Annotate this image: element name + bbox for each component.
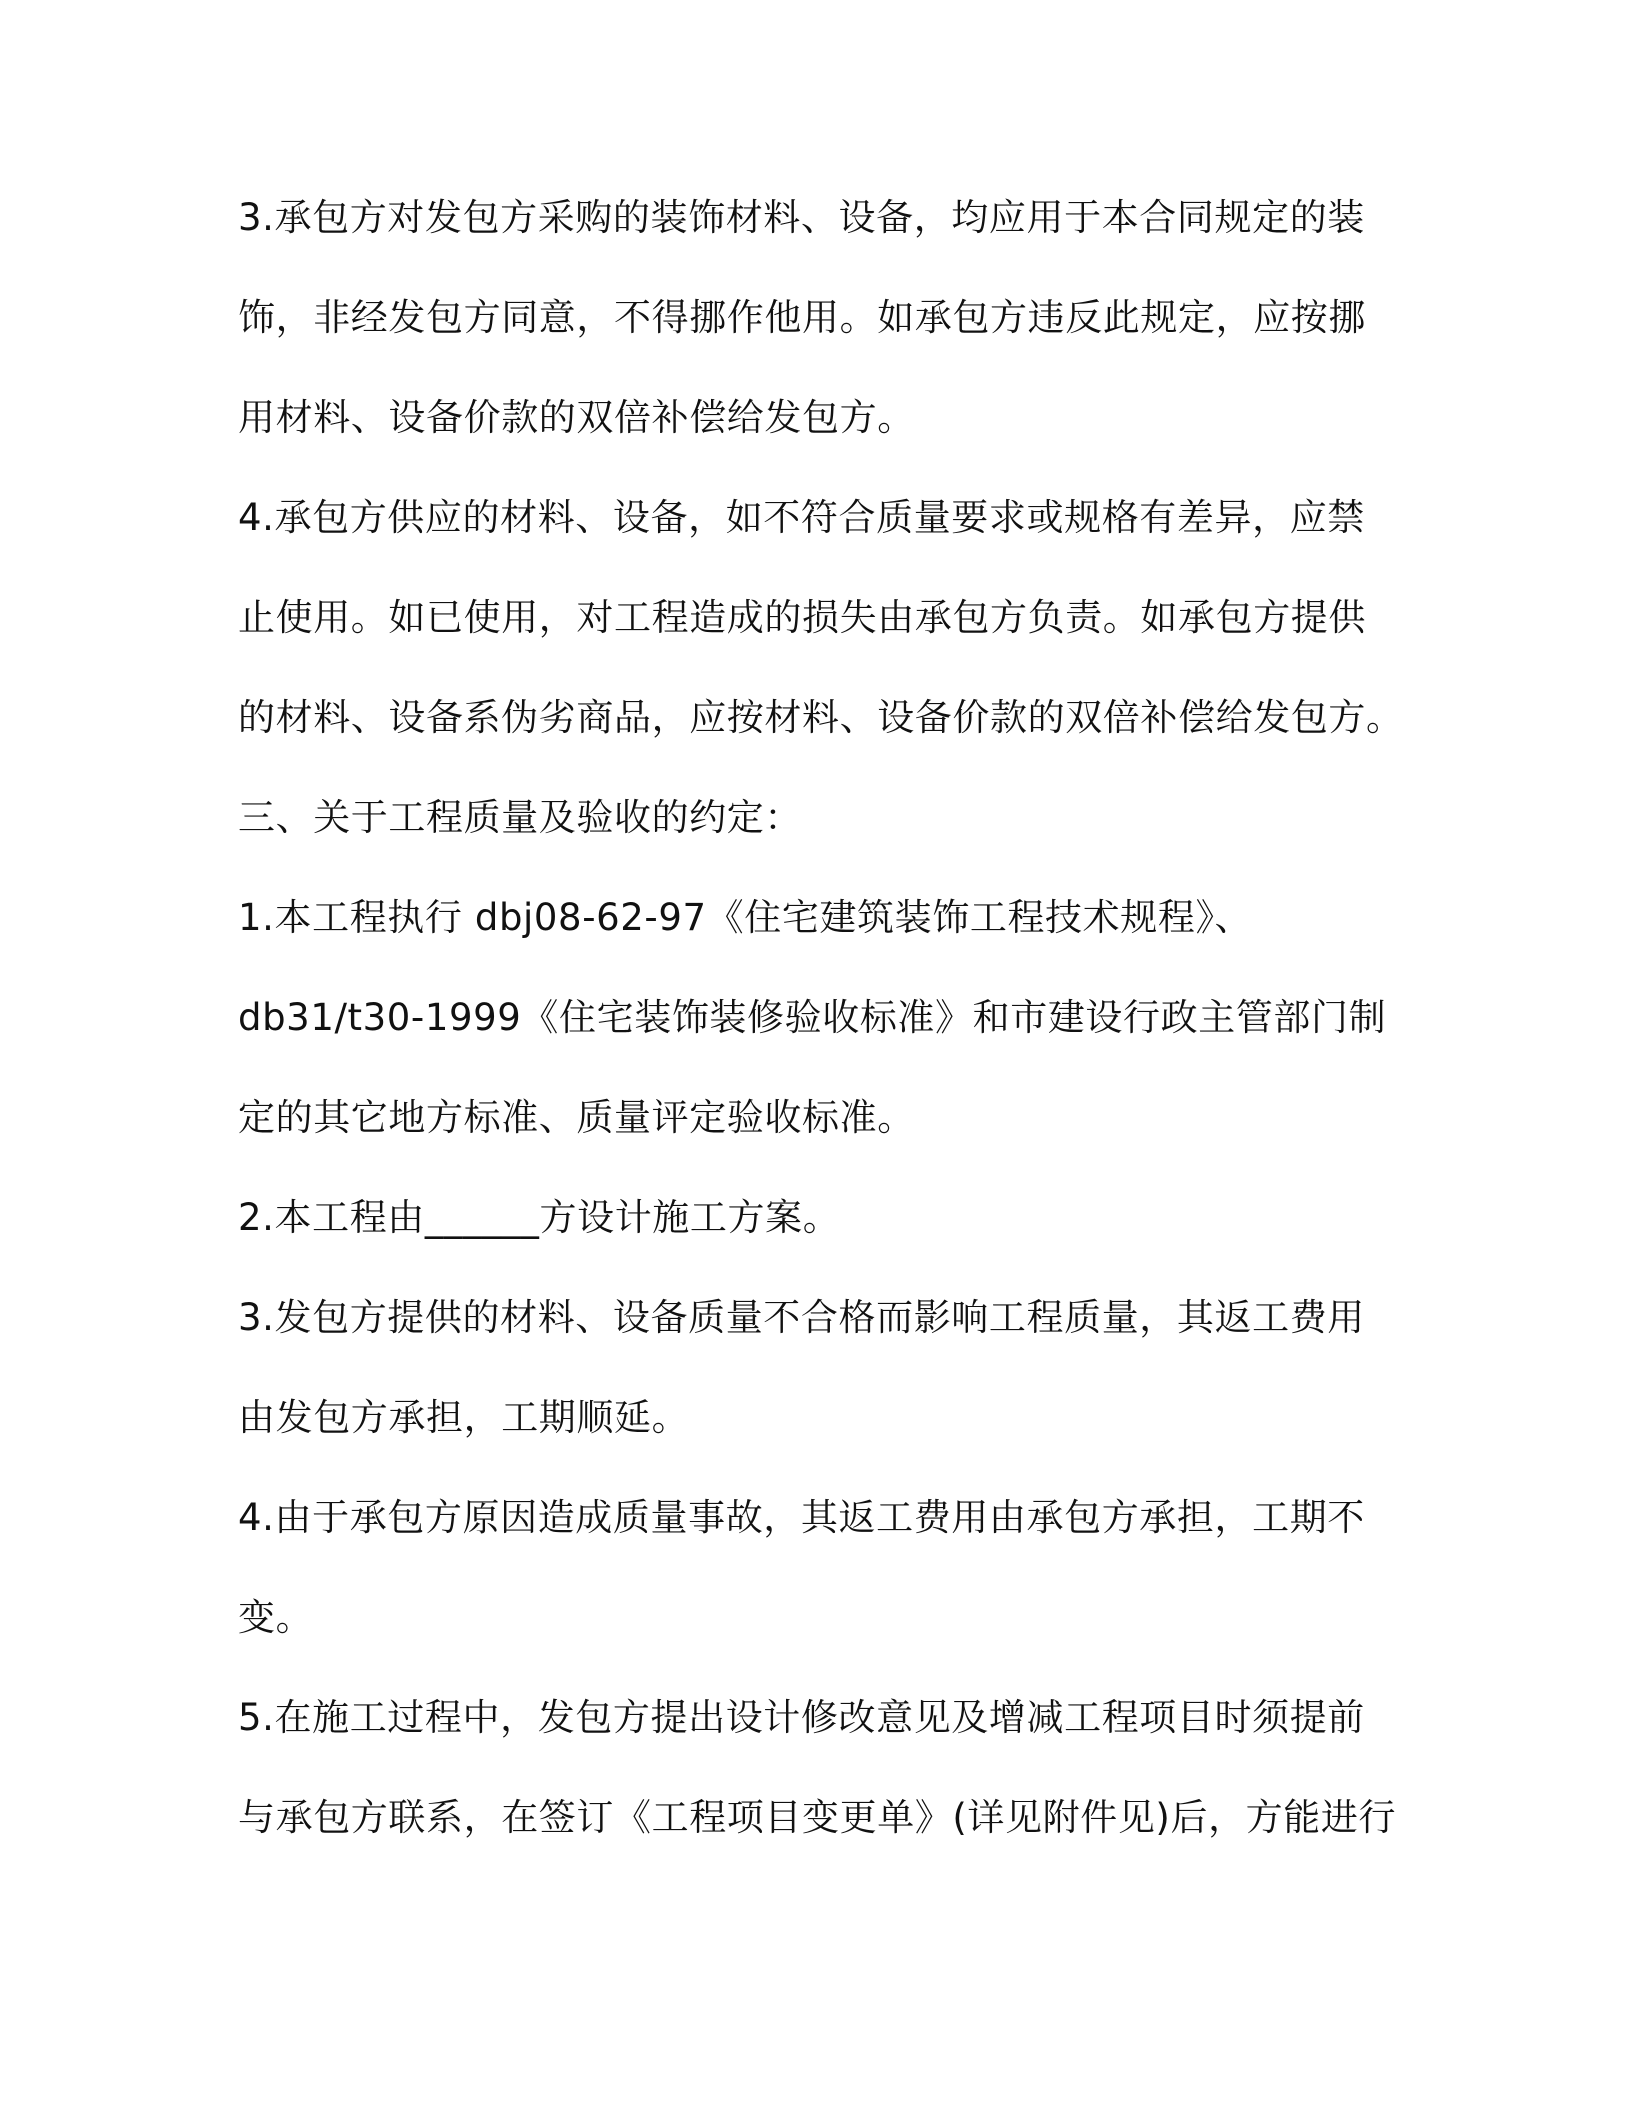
text-line: 饰，非经发包方同意，不得挪作他用。如承包方违反此规定，应按挪 xyxy=(238,296,1366,339)
text-line: 3.承包方对发包方采购的装饰材料、设备，均应用于本合同规定的装 xyxy=(238,196,1365,239)
text-line: 2.本工程由______方设计施工方案。 xyxy=(238,1196,841,1239)
text-line: 变。 xyxy=(238,1596,314,1639)
text-line: 定的其它地方标准、质量评定验收标准。 xyxy=(238,1096,915,1139)
text-line: 用材料、设备价款的双倍补偿给发包方。 xyxy=(238,396,915,439)
section-heading: 三、关于工程质量及验收的约定： xyxy=(238,796,802,839)
text-line: 4.由于承包方原因造成质量事故，其返工费用由承包方承担，工期不 xyxy=(238,1496,1365,1539)
text-line: 4.承包方供应的材料、设备，如不符合质量要求或规格有差异，应禁 xyxy=(238,496,1365,539)
text-line: 止使用。如已使用，对工程造成的损失由承包方负责。如承包方提供 xyxy=(238,596,1366,639)
text-line: 5.在施工过程中，发包方提出设计修改意见及增减工程项目时须提前 xyxy=(238,1696,1365,1739)
text-line: db31/t30-1999《住宅装饰装修验收标准》和市建设行政主管部门制 xyxy=(238,996,1387,1039)
text-line: 由发包方承担，工期顺延。 xyxy=(238,1396,690,1439)
text-line: 与承包方联系，在签订《工程项目变更单》(详见附件见)后，方能进行 xyxy=(238,1796,1397,1839)
text-line: 的材料、设备系伪劣商品，应按材料、设备价款的双倍补偿给发包方。 xyxy=(238,696,1404,739)
text-line: 1.本工程执行 dbj08-62-97《住宅建筑装饰工程技术规程》、 xyxy=(238,896,1253,939)
text-line: 3.发包方提供的材料、设备质量不合格而影响工程质量，其返工费用 xyxy=(238,1296,1365,1339)
